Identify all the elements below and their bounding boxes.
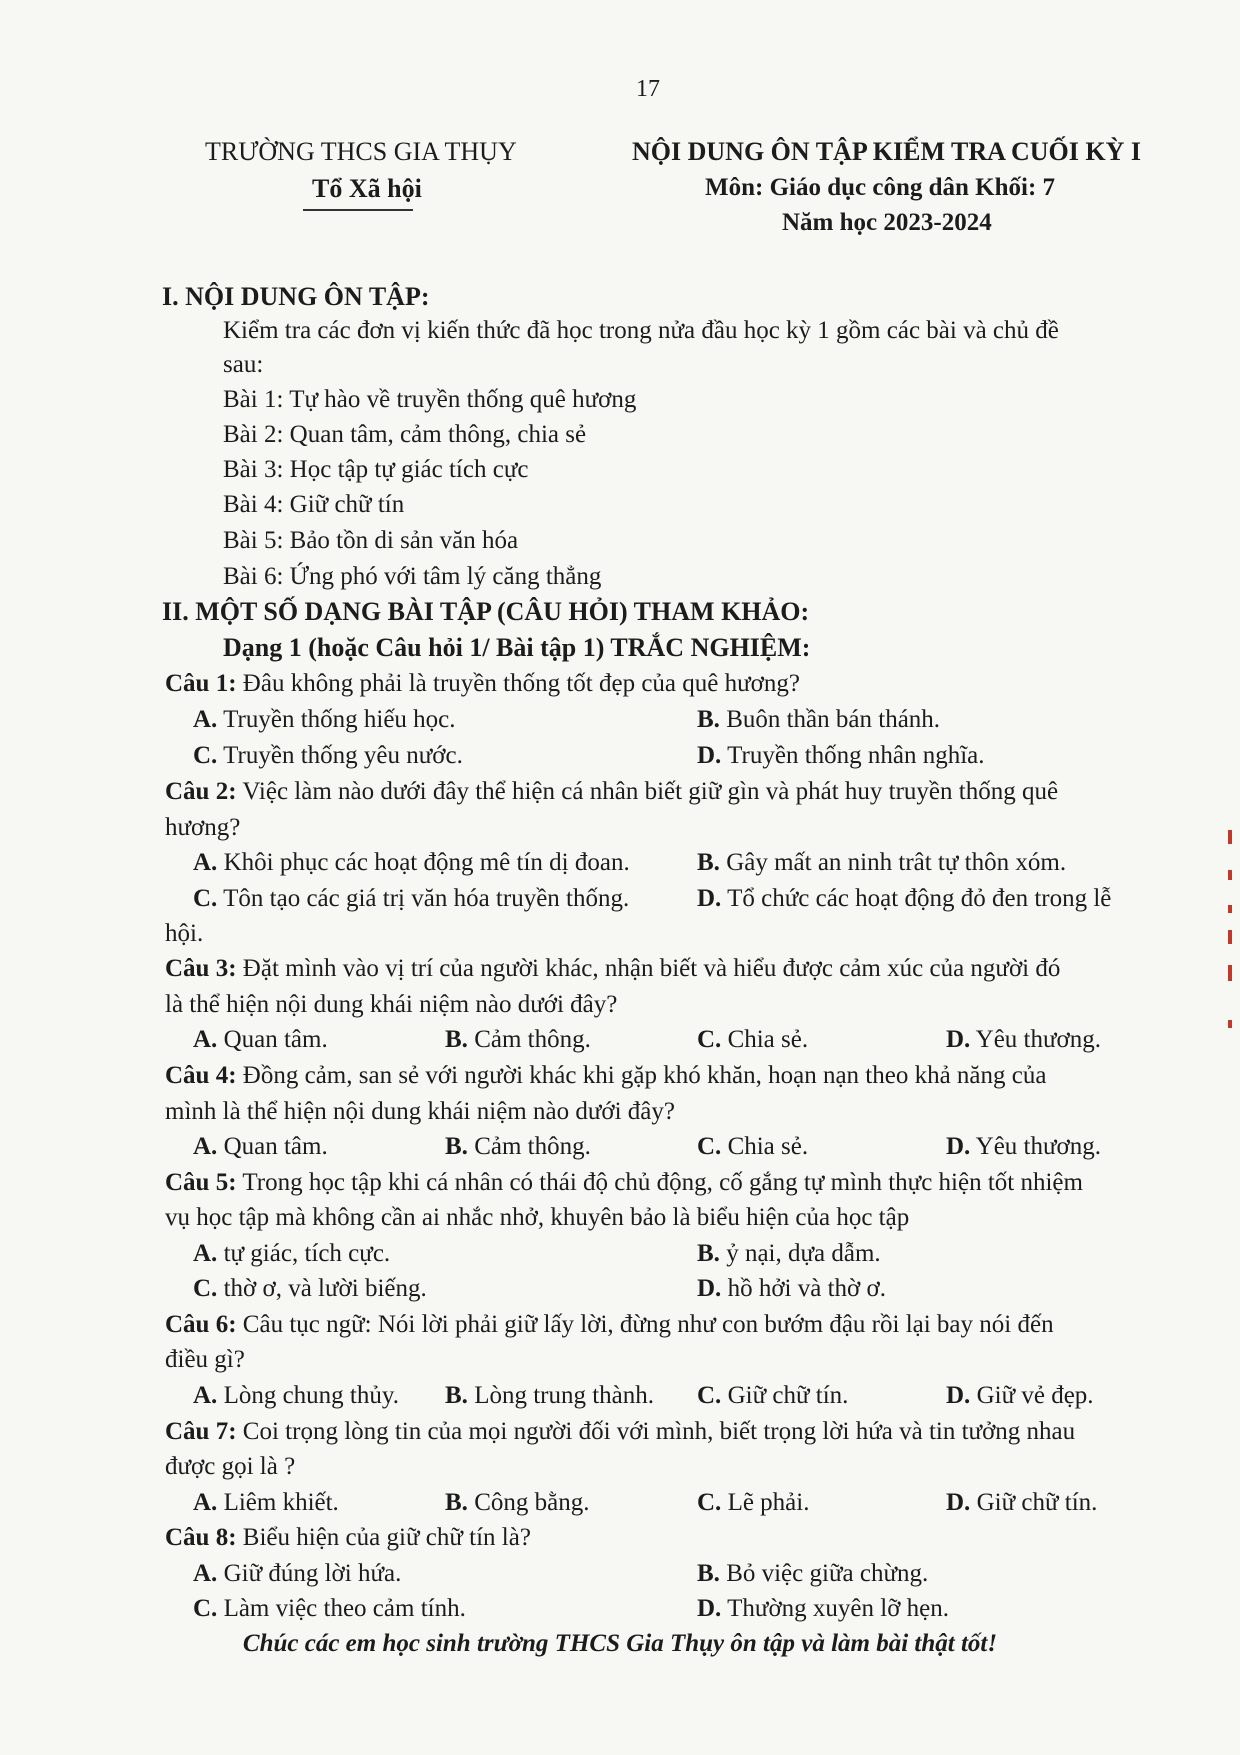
option-a: A. Quan tâm. [193,1026,328,1053]
option-b: B. Công bằng. [445,1489,590,1516]
question-text: Đặt mình vào vị trí của người khác, nhận biết và hiểu được cảm xúc của người đó [242,955,1061,982]
option-c: C. Truyền thống yêu nước. [193,742,463,769]
question-label: Câu 7: [165,1418,237,1445]
lesson-item: Bài 3: Học tập tự giác tích cực [223,456,529,483]
question-text-cont: điều gì? [165,1346,245,1373]
option-a: A. Truyền thống hiếu học. [193,706,456,733]
question-7 [165,1417,1075,1447]
lesson-item: Bài 2: Quan tâm, cảm thông, chia sẻ [223,421,587,448]
option-b: B. Cảm thông. [445,1133,591,1160]
department-underline [303,209,413,211]
section-1-heading: I. NỘI DUNG ÔN TẬP: [162,282,430,311]
option-a: A. tự giác, tích cực. [193,1240,391,1267]
school-name: TRƯỜNG THCS GIA THỤY [205,137,517,166]
question-text: Việc làm nào dưới đây thể hiện cá nhân biết giữ gìn và phát huy truyền thống quê [242,778,1059,805]
option-c: C. Lẽ phải. [697,1489,810,1516]
option-c: C. thờ ơ, và lười biếng. [193,1275,427,1302]
question-label: Câu 8: [165,1524,237,1551]
scan-edge-marks [1228,830,1236,1050]
question-4 [165,1061,1046,1091]
section-2-subheading: Dạng 1 (hoặc Câu hỏi 1/ Bài tập 1) TRẮC NGHIỆM: [223,633,811,662]
question-text: Câu tục ngữ: Nói lời phải giữ lấy lời, đừng như con bướm đậu rồi lại bay nói đến [242,1311,1054,1338]
question-2 [165,777,1058,807]
subject-line: Môn: Giáo dục công dân Khối: 7 [705,174,1056,201]
option-c: C. Tôn tạo các giá trị văn hóa truyền thống. [193,885,630,912]
question-text-cont: vụ học tập mà không cần ai nhắc nhở, khuyên bảo là biểu hiện của học tập [165,1204,910,1231]
question-label: Câu 3: [165,955,237,982]
section-1-intro: Kiểm tra các đơn vị kiến thức đã học trong nửa đầu học kỳ 1 gồm các bài và chủ đề [223,317,1059,344]
closing-message: Chúc các em học sinh trường THCS Gia Thụy ôn tập và làm bài thật tốt! [242,1630,998,1657]
question-text: Biểu hiện của giữ chữ tín là? [242,1524,531,1551]
question-5 [165,1168,1083,1198]
question-text-cont: hương? [165,814,241,841]
question-text: Đồng cảm, san sẻ với người khác khi gặp khó khăn, hoạn nạn theo khả năng của [242,1062,1047,1089]
question-text-cont: mình là thể hiện nội dung khái niệm nào dưới đây? [165,1098,675,1125]
question-label: Câu 1: [165,670,237,697]
page-number: 17 [636,76,660,102]
option-d-cont: hội. [165,920,204,947]
section-2-heading: II. MỘT SỐ DẠNG BÀI TẬP (CÂU HỎI) THAM KHẢO: [162,597,810,626]
department-name: Tổ Xã hội [312,174,422,203]
question-text-cont: là thể hiện nội dung khái niệm nào dưới đây? [165,991,618,1018]
option-b: B. Cảm thông. [445,1026,591,1053]
option-c: C. Chia sẻ. [697,1133,809,1160]
section-1-intro-cont: sau: [223,351,264,378]
option-b: B. Gây mất an ninh trât tự thôn xóm. [697,849,1067,876]
lesson-item: Bài 4: Giữ chữ tín [223,491,405,518]
question-label: Câu 6: [165,1311,237,1338]
option-b: B. ỷ nại, dựa dẫm. [697,1240,881,1267]
option-c: C. Chia sẻ. [697,1026,809,1053]
option-d: D. Yêu thương. [946,1026,1102,1053]
option-d: D. Tổ chức các hoạt động đỏ đen trong lễ [697,885,1112,912]
option-b: B. Lòng trung thành. [445,1382,655,1409]
question-text: Trong học tập khi cá nhân có thái độ chủ động, cố gắng tự mình thực hiện tốt nhiệm [242,1169,1083,1196]
option-a: A. Giữ đúng lời hứa. [193,1560,402,1587]
question-3 [165,954,1060,984]
option-a: A. Khôi phục các hoạt động mê tín dị đoan. [193,849,630,876]
option-c: C. Giữ chữ tín. [697,1382,849,1409]
question-text-cont: được gọi là ? [165,1453,296,1480]
option-d: D. Yêu thương. [946,1133,1102,1160]
option-d: D. Truyền thống nhân nghĩa. [697,742,985,769]
option-c: C. Làm việc theo cảm tính. [193,1595,466,1622]
document-title: NỘI DUNG ÔN TẬP KIỂM TRA CUỐI KỲ I [632,137,1141,166]
question-text: Coi trọng lòng tin của mọi người đối với mình, biết trọng lời hứa và tin tưởng nhau [242,1418,1076,1445]
option-b: B. Bỏ việc giữa chừng. [697,1560,929,1587]
question-8 [165,1523,531,1553]
option-d: D. Giữ chữ tín. [946,1489,1098,1516]
option-a: A. Liêm khiết. [193,1489,339,1516]
option-d: D. Giữ vẻ đẹp. [946,1382,1094,1409]
lesson-item: Bài 6: Ứng phó với tâm lý căng thẳng [223,563,602,590]
option-d: D. Thường xuyên lỡ hẹn. [697,1595,950,1622]
question-label: Câu 5: [165,1169,237,1196]
question-text: Đâu không phải là truyền thống tốt đẹp của quê hương? [242,670,800,697]
option-b: B. Buôn thần bán thánh. [697,706,941,733]
question-1 [165,669,800,699]
option-a: A. Quan tâm. [193,1133,328,1160]
question-label: Câu 2: [165,778,237,805]
lesson-item: Bài 5: Bảo tồn di sản văn hóa [223,527,519,554]
school-year: Năm học 2023-2024 [782,209,992,236]
lesson-item: Bài 1: Tự hào về truyền thống quê hương [223,386,637,413]
option-d: D. hồ hởi và thờ ơ. [697,1275,886,1302]
question-6 [165,1310,1054,1340]
question-label: Câu 4: [165,1062,237,1089]
option-a: A. Lòng chung thủy. [193,1382,400,1409]
